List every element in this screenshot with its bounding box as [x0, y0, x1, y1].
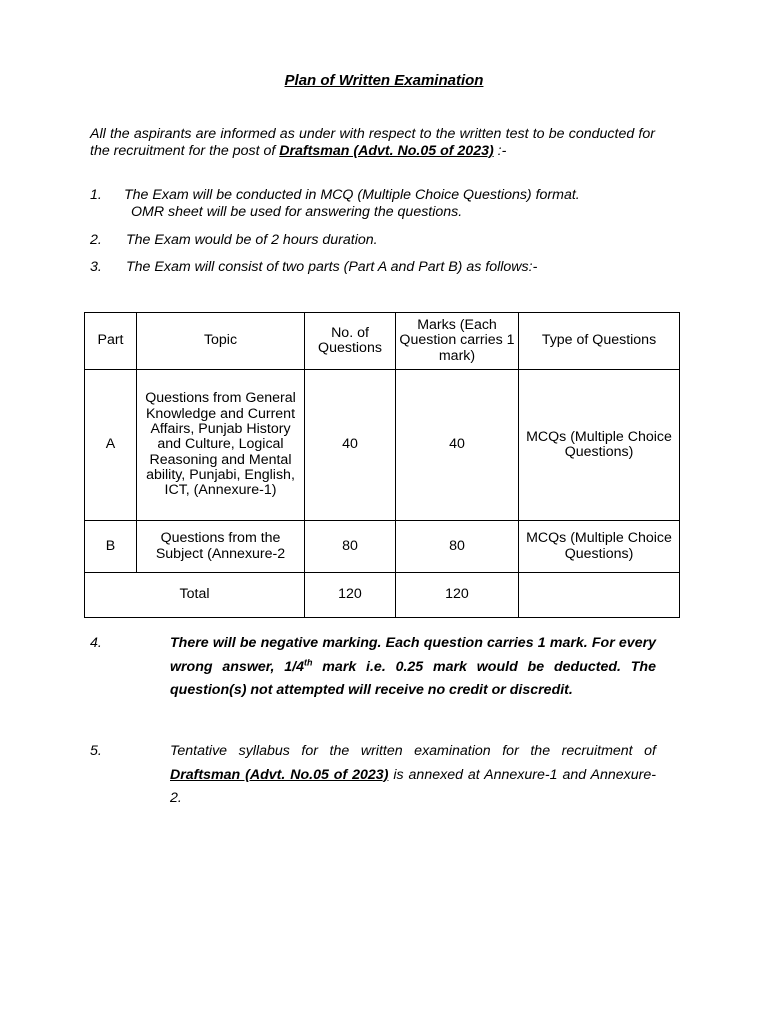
- table-total-row: [85, 573, 680, 618]
- cell-no-questions: 80: [305, 521, 396, 573]
- header-marks: Marks (Each Question carries 1 mark): [396, 313, 519, 370]
- note-text: mark i.e. 0.25 mark would be deducted. The question(s) not attempted will receive no credit or discredit.: [170, 658, 656, 698]
- intro-text: All the aspirants are informed as under with respect to the written test to be conducted for the recruitment for the post of: [90, 126, 655, 159]
- cell-part: A: [85, 370, 137, 521]
- cell-topic: Questions from the Subject (Annexure-2: [137, 521, 305, 573]
- note-post-name: Draftsman (Advt. No.05 of 2023): [170, 766, 389, 783]
- cell-no-questions: 40: [305, 370, 396, 521]
- note-text: Tentative syllabus for the written examination for the recruitment of: [170, 743, 656, 759]
- table-header-row: [85, 313, 680, 370]
- header-type: Type of Questions: [519, 313, 680, 370]
- point-line: The Exam will be conducted in MCQ (Multiple Choice Questions) format.: [124, 187, 580, 203]
- point-line: OMR sheet will be used for answering the questions.: [131, 204, 463, 220]
- point-number: 4.: [90, 635, 102, 651]
- header-topic: Topic: [137, 313, 305, 370]
- cell-marks: 40: [396, 370, 519, 521]
- total-no-questions: 120: [305, 573, 396, 618]
- point-number: 3.: [90, 259, 102, 275]
- exam-plan-table: [84, 312, 680, 618]
- point-text: [124, 187, 664, 221]
- note-text: There will be negative marking. Each question carries 1 mark. For every wrong answer, 1/4: [170, 635, 656, 675]
- table-row: [85, 370, 680, 521]
- header-part: Part: [85, 313, 137, 370]
- intro-tail: :-: [493, 143, 507, 159]
- header-no-questions: No. of Questions: [305, 313, 396, 370]
- negative-marking-text: [170, 632, 656, 703]
- total-label: Total: [85, 573, 305, 618]
- intro-paragraph: [90, 126, 655, 160]
- table-row: [85, 521, 680, 573]
- cell-type: MCQs (Multiple Choice Questions): [519, 521, 680, 573]
- intro-post-name: Draftsman (Advt. No.05 of 2023): [279, 143, 494, 159]
- point-text: The Exam would be of 2 hours duration.: [126, 232, 378, 248]
- cell-topic: Questions from General Knowledge and Current Affairs, Punjab History and Culture, Logical Reasoning and Mental ability, Punjabi, English, ICT, (Annexure-1): [137, 370, 305, 521]
- point-text: The Exam will consist of two parts (Part A and Part B) as follows:-: [126, 259, 538, 275]
- syllabus-text: [170, 740, 656, 811]
- total-marks: 120: [396, 573, 519, 618]
- total-type: [519, 573, 680, 618]
- note-text: is annexed at Annexure-1 and Annexure-2.: [170, 766, 656, 806]
- point-number: 5.: [90, 743, 102, 759]
- cell-part: B: [85, 521, 137, 573]
- page-title: Plan of Written Examination: [284, 72, 484, 89]
- point-number: 1.: [90, 187, 102, 203]
- cell-type: MCQs (Multiple Choice Questions): [519, 370, 680, 521]
- point-number: 2.: [90, 232, 102, 248]
- cell-marks: 80: [396, 521, 519, 573]
- note-superscript: th: [303, 656, 313, 667]
